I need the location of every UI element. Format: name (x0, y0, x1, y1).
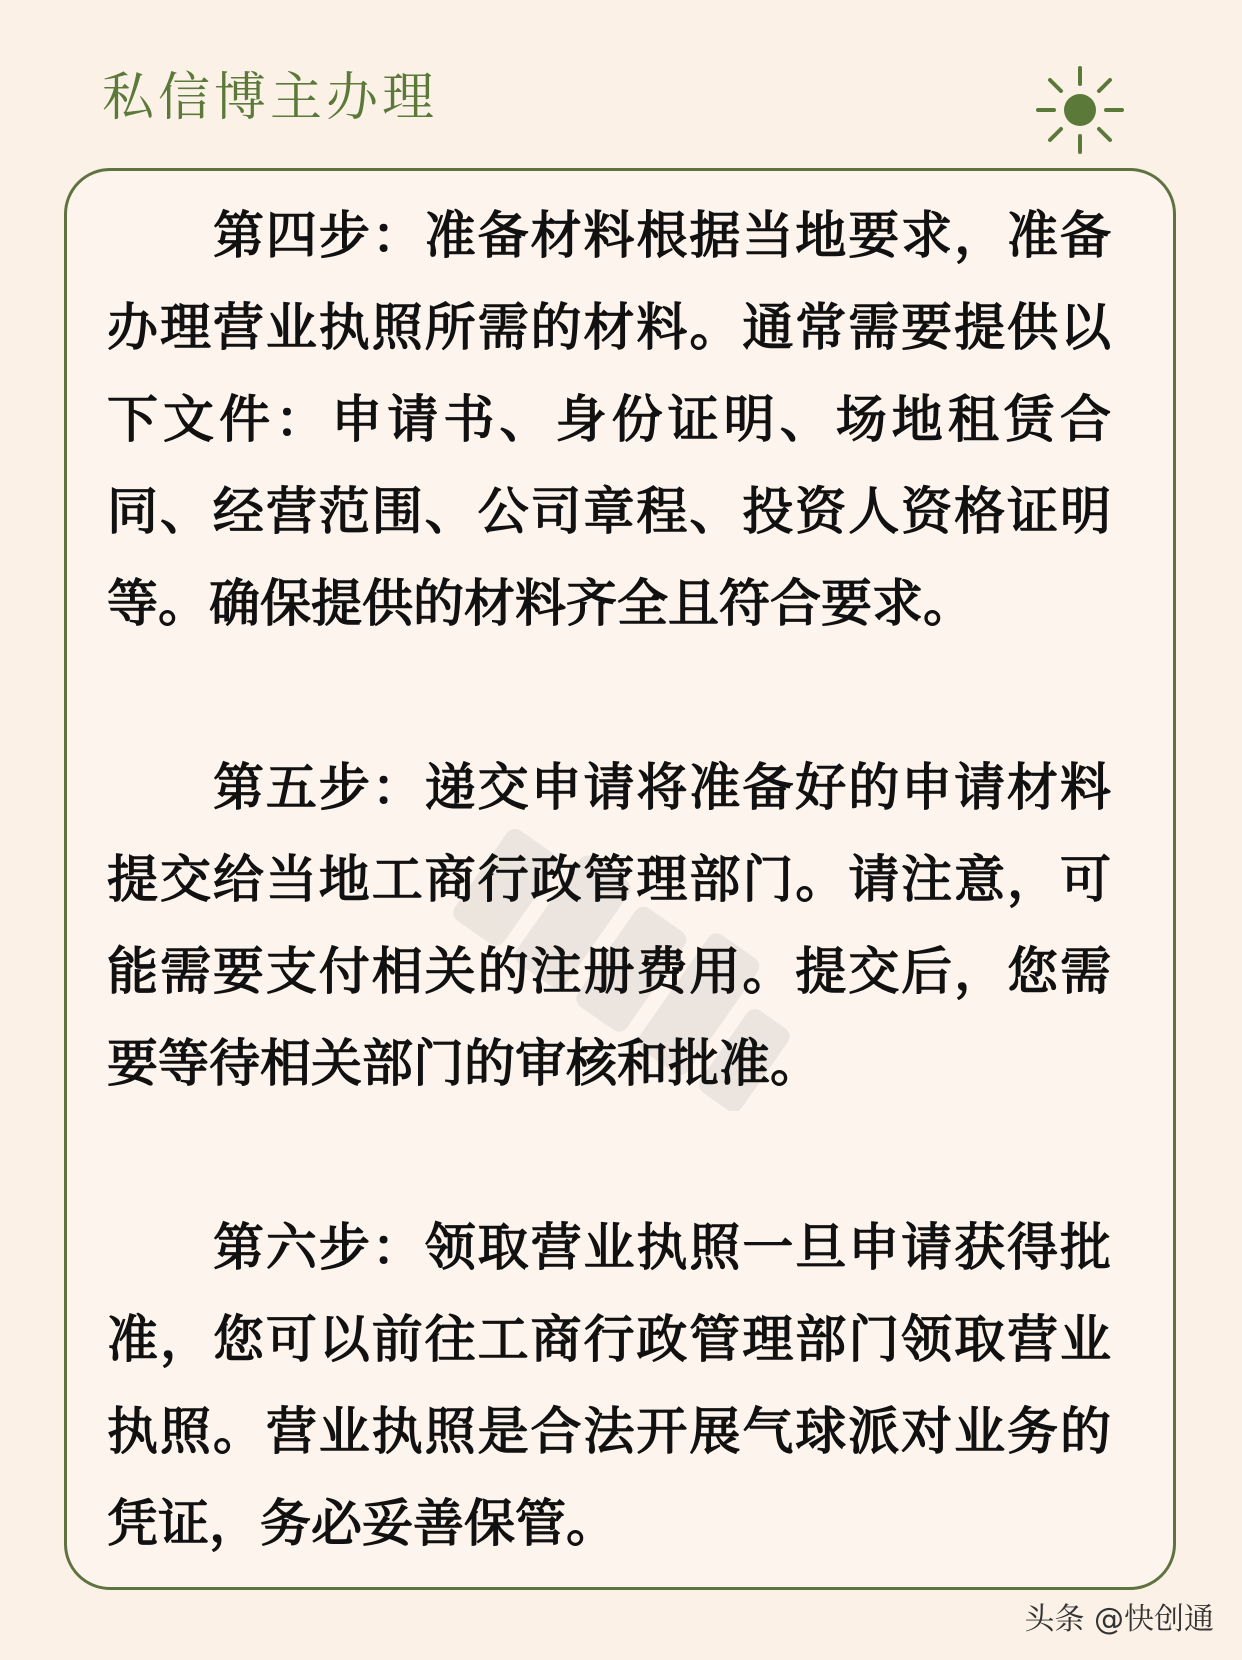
step-five-paragraph: 第五步：递交申请将准备好的申请材料提交给当地工商行政管理部门。请注意，可能需要支付相关的注册费用。提交后，您需要等待相关部门的审核和批准。 (107, 759, 1111, 1094)
content-card (64, 168, 1176, 1590)
source-watermark: 头条 @快创通 (1024, 1602, 1214, 1637)
sun-icon (1030, 60, 1130, 160)
step-four-paragraph: 第四步：准备材料根据当地要求，准备办理营业执照所需的材料。通常需要提供以下文件：申请书、身份证明、场地租赁合同、经营范围、公司章程、投资人资格证明等。确保提供的材料齐全且符合要求。 (107, 207, 1111, 634)
page-title: 私信博主办理 (102, 68, 439, 128)
steps-content (107, 191, 1111, 1571)
step-six-paragraph: 第六步：领取营业执照一旦申请获得批准，您可以前往工商行政管理部门领取营业执照。营业执照是合法开展气球派对业务的凭证，务必妥善保管。 (107, 1219, 1111, 1554)
